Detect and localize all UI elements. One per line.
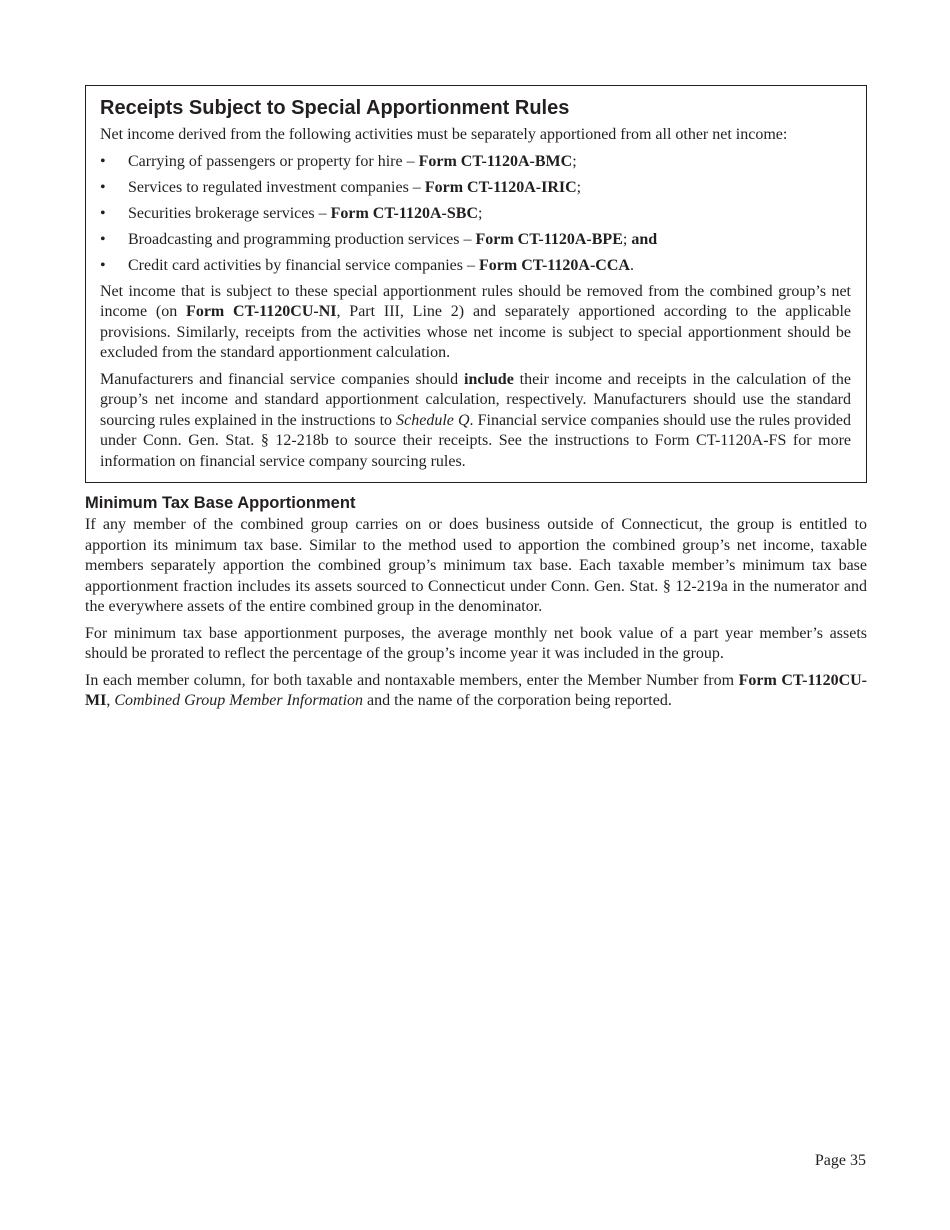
form-title: Combined Group Member Information [114, 692, 364, 709]
box-intro: Net income derived from the following activities must be separately apportioned from all other net income: [100, 126, 788, 143]
list-item: • Credit card activities by financial service companies – Form CT-1120A-CCA. [100, 256, 851, 277]
bullet-icon: • [100, 178, 106, 196]
list-item: • Broadcasting and programming production services – Form CT-1120A-BPE; and [100, 230, 851, 251]
minimum-tax-base-section [85, 493, 867, 718]
emphasis: include [464, 370, 514, 388]
form-reference: Form CT-1120A-IRIC [424, 178, 577, 196]
section-paragraph-3: In each member column, for both taxable and nontaxable members, enter the Member Number from Form CT-1120CU-MI, Combined Group Member Information and the name of the corporation being reported. [85, 671, 868, 709]
bullet-icon: • [100, 230, 106, 248]
section-title: Minimum Tax Base Apportionment [85, 494, 356, 512]
section-paragraph-2: For minimum tax base apportionment purposes, the average monthly net book value of a part year member’s assets should be prorated to reflect the percentage of the group’s income year it was included in the group. [85, 624, 867, 662]
form-reference: Form CT-1120A-BPE [475, 230, 623, 248]
bullet-icon: • [100, 204, 106, 222]
form-reference: Form CT-1120A-BMC [418, 152, 573, 170]
list-item: • Carrying of passengers or property for hire – Form CT-1120A-BMC; [100, 152, 851, 173]
box-paragraph-removal: Net income that is subject to these special apportionment rules should be removed from the combined group’s net income (on Form CT-1120CU-NI, Part III, Line 2) and separately apportioned according to the applicable provisions. Similarly, receipts from the activities whose net income is subject to special apportionment should be excluded from the standard apportionment calculation. [100, 282, 852, 361]
list-item: • Securities brokerage services – Form CT-1120A-SBC; [100, 204, 851, 225]
form-reference: Form CT-1120CU-MI [85, 671, 868, 709]
conjunction: and [631, 230, 658, 248]
page-number: Page 35 [814, 1152, 866, 1169]
special-apportionment-box [85, 85, 867, 483]
box-paragraph-manufacturers: Manufacturers and financial service companies should include their income and receipts in the calculation of the group’s net income and standard apportionment calculation, respectively. Manufacturers should use the standard sourcing rules explained in the instructions to Schedule Q. Financial service companies should use the rules provided under Conn. Gen. Stat. § 12-218b to source their receipts. See the instructions to Form CT-1120A-FS for more information on financial service company sourcing rules. [100, 370, 851, 470]
form-reference: Form CT-1120CU-NI [186, 303, 337, 320]
bullet-icon: • [100, 152, 106, 170]
activity-list [100, 152, 851, 277]
bullet-icon: • [100, 256, 106, 274]
section-paragraph-1: If any member of the combined group carries on or does business outside of Connecticut, the group is entitled to apportion its minimum tax base. Similar to the method used to apportion the combined group’s net income, taxable members separately apportion the combined group’s minimum tax base. Each taxable member’s minimum tax base apportionment fraction includes its assets sourced to Connecticut under Conn. Gen. Stat. § 12-219a in the numerator and the everywhere assets of the entire combined group in the denominator. [85, 516, 867, 615]
list-item: • Services to regulated investment companies – Form CT-1120A-IRIC; [100, 178, 851, 199]
form-reference: Form CT-1120A-CCA [478, 256, 630, 274]
form-reference: Form CT-1120A-SBC [330, 204, 479, 222]
box-title: Receipts Subject to Special Apportionment Rules [100, 97, 570, 119]
schedule-reference: Schedule Q [396, 411, 470, 429]
